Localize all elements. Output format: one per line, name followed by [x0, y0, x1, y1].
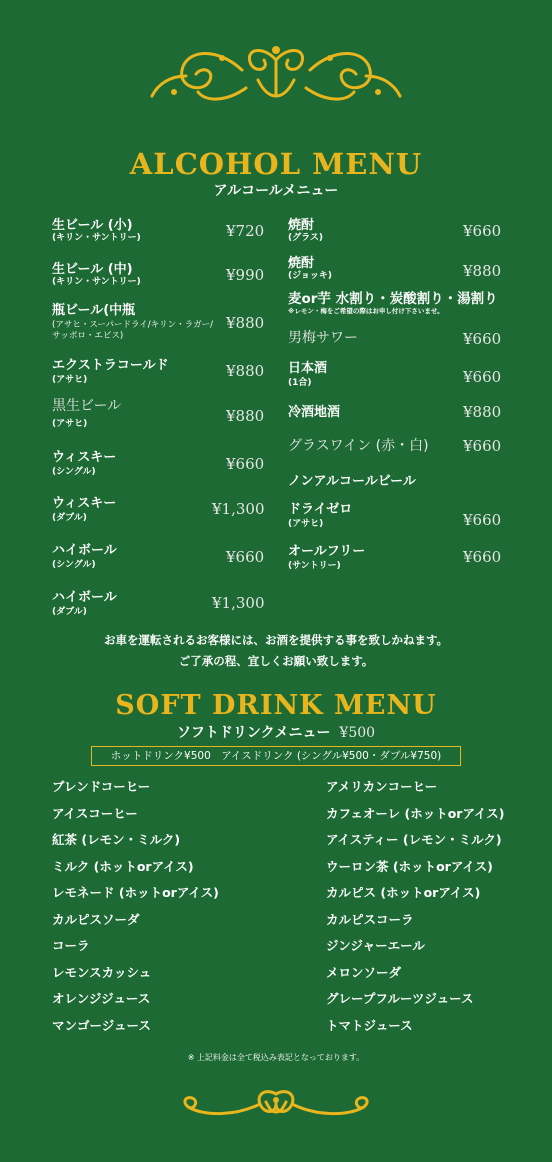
- menu-item: ハイボール (シングル): [52, 543, 117, 570]
- soft-drink-item: カルピスコーラ: [326, 911, 414, 927]
- item-price: ¥660: [226, 455, 265, 473]
- item-price: ¥880: [463, 262, 502, 280]
- soft-drink-item: レモネード (ホットorアイス): [52, 885, 219, 900]
- soft-drink-menu-title: SOFT DRINK MENU: [115, 690, 437, 721]
- soft-drink-item: コーラ: [52, 938, 90, 953]
- menu-item: グラスワイン (赤・白): [288, 438, 429, 454]
- menu-item: ドライゼロ (アサヒ): [288, 502, 353, 529]
- item-price: ¥660: [463, 511, 502, 529]
- soft-drink-item: 紅茶 (レモン・ミルク): [52, 832, 181, 847]
- item-price: ¥660: [463, 330, 502, 348]
- soft-drink-item: マンゴージュース: [52, 1017, 151, 1033]
- item-price: ¥660: [463, 437, 502, 455]
- item-price: ¥660: [463, 222, 502, 240]
- item-price: ¥720: [226, 222, 265, 240]
- soft-drink-price-box: ホットドリンク¥500 アイスドリンク (シングル¥500・ダブル¥750): [91, 746, 461, 766]
- top-ornament-icon: [0, 40, 552, 114]
- menu-item: エクストラコールド (アサヒ): [52, 358, 169, 385]
- item-price: ¥1,300: [212, 500, 265, 518]
- menu-item: ハイボール (ダブル): [52, 590, 117, 617]
- soft-drink-base-price: ¥500: [339, 725, 376, 741]
- menu-item: 冷酒地酒: [288, 405, 341, 420]
- menu-item: 生ビール (中) (キリン・サントリー): [52, 262, 141, 287]
- soft-drink-item: ミルク (ホットorアイス): [52, 858, 194, 874]
- soft-drink-item: アイスコーヒー: [52, 805, 138, 821]
- menu-item: ウィスキー (ダブル): [52, 496, 117, 523]
- item-price: ¥880: [226, 407, 265, 425]
- bottom-ornament-icon: [0, 1086, 552, 1126]
- item-price: ¥990: [226, 266, 265, 284]
- menu-item: ノンアルコールビール: [288, 474, 416, 489]
- menu-item: オールフリー (サントリー): [288, 544, 366, 571]
- soft-drink-item: カフェオーレ (ホットorアイス): [326, 805, 505, 821]
- item-price: ¥660: [463, 368, 502, 386]
- soft-drink-item: アイスティー (レモン・ミルク): [326, 832, 502, 847]
- soft-drink-item: カルピス (ホットorアイス): [326, 885, 481, 900]
- item-price: ¥880: [226, 362, 265, 380]
- menu-item: 瓶ビール(中瓶 (アサヒ・スーパードライ/キリン・ラガー/ サッポロ・エビス): [52, 303, 213, 341]
- soft-drink-item: ウーロン茶 (ホットorアイス): [326, 858, 493, 874]
- drinking-notice: お車を運転されるお客様には、お酒を提供する事を致しかねます。 ご了承の程、宜しくお願い致します。: [103, 633, 449, 668]
- soft-drink-item: オレンジジュース: [52, 991, 151, 1006]
- soft-drink-menu-subtitle: ソフトドリンクメニュー ¥500: [176, 725, 376, 741]
- menu-item: 黒生ビール (アサヒ): [52, 398, 122, 429]
- menu-item: ウィスキー (シングル): [52, 450, 117, 477]
- soft-drink-item: アメリカンコーヒー: [326, 779, 438, 794]
- alcohol-menu-subtitle: アルコールメニュー: [213, 183, 339, 199]
- item-price: ¥880: [463, 403, 502, 421]
- tax-footnote: ※ 上記料金は全て税込み表記となっております。: [187, 1053, 365, 1062]
- item-price: ¥880: [226, 314, 265, 332]
- item-price: ¥660: [226, 548, 265, 566]
- soft-drink-item: メロンソーダ: [326, 964, 402, 980]
- alcohol-menu-title: ALCOHOL MENU: [129, 147, 423, 181]
- soft-drink-item: グレープフルーツジュース: [326, 991, 474, 1006]
- soft-drink-item: ジンジャーエール: [326, 938, 425, 953]
- soft-drink-item: カルピスソーダ: [52, 911, 140, 927]
- soft-drink-item: ブレンドコーヒー: [52, 779, 151, 794]
- item-price: ¥660: [463, 548, 502, 566]
- soft-drink-item: トマトジュース: [326, 1017, 413, 1033]
- menu-item: 焼酎 (ジョッキ): [288, 256, 333, 281]
- soft-drink-item: レモンスカッシュ: [52, 964, 152, 980]
- menu-item: 日本酒 (1合): [288, 361, 328, 388]
- item-price: ¥1,300: [212, 594, 265, 612]
- menu-item: 男梅サワー: [288, 330, 358, 346]
- menu-item: 焼酎 (グラス): [288, 218, 323, 243]
- menu-item: 麦or芋 水割り・炭酸割り・湯割り ※レモン・梅をご希望の際はお申し付け下さいませ。: [288, 291, 498, 315]
- menu-item: 生ビール (小) (キリン・サントリー): [52, 218, 141, 243]
